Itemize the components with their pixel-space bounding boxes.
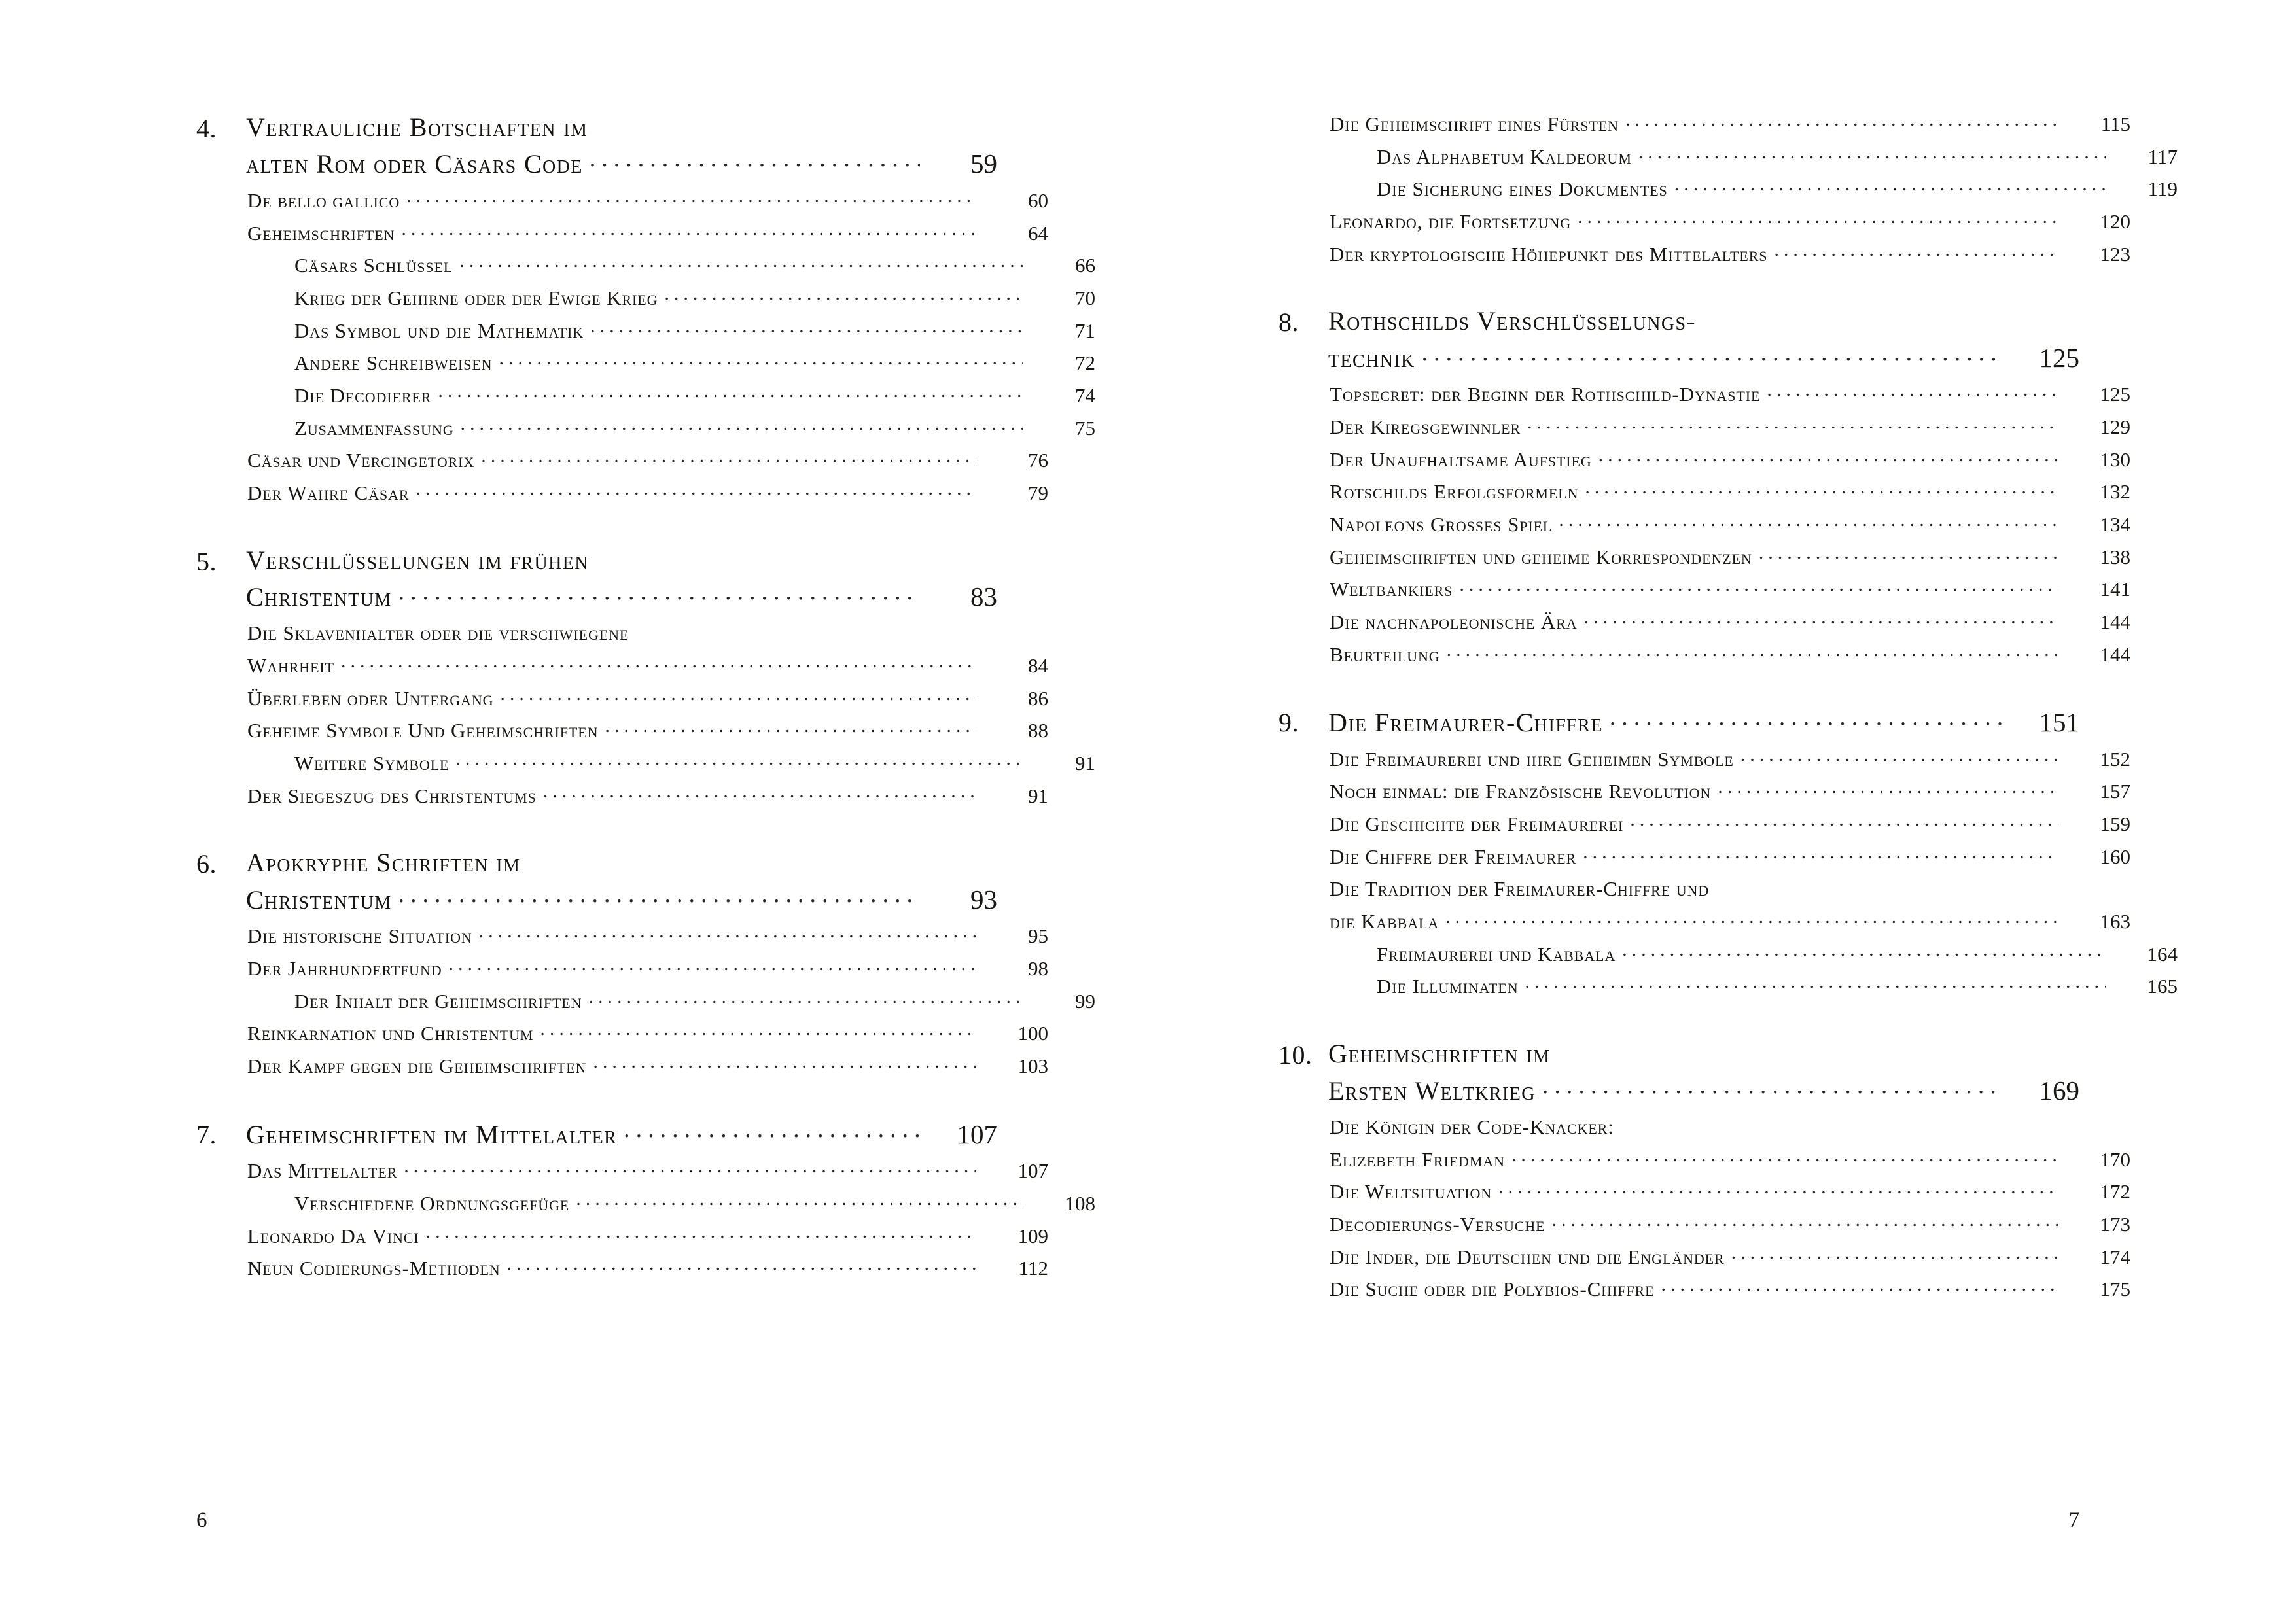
dot-leader (479, 932, 976, 943)
toc-chapter-number: 8. (1279, 307, 1299, 338)
toc-entry[interactable] (196, 1191, 1095, 1217)
dot-leader (1525, 983, 2106, 993)
toc-entry-label: Rotschilds Erfolgsformeln (1330, 480, 1579, 504)
toc-entry-page-number: 74 (1075, 383, 1095, 407)
toc-entry-page-number: 130 (2100, 447, 2130, 471)
toc-entry[interactable] (1279, 844, 2130, 870)
toc-entry-label: Freimaurerei und Kabbala (1377, 942, 1616, 966)
toc-chapter-number: 5. (196, 546, 217, 576)
toc-entry-label: Die Tradition der Freimaurer-Chiffre und (1330, 877, 1710, 901)
toc-chapter-title-line (246, 846, 997, 879)
toc-chapter-title-line (246, 882, 997, 916)
toc-chapter-page-number: 151 (2039, 707, 2079, 738)
toc-entry[interactable] (196, 318, 1095, 344)
toc-entry-page-number: 72 (1075, 351, 1095, 375)
toc-entry-label: Cäsar und Vercingetorix (247, 449, 475, 472)
dot-leader (1542, 1089, 2002, 1100)
dot-leader (1740, 756, 2058, 766)
toc-entry-label: Napoleons Grosses Spiel (1330, 512, 1553, 536)
toc-entry-label: Elizebeth Friedman (1330, 1147, 1505, 1171)
toc-chapter-title: Christentum (246, 582, 392, 612)
toc-entry[interactable] (196, 923, 1048, 949)
toc-chapter-page-number: 169 (2039, 1075, 2079, 1106)
toc-entry[interactable] (1279, 746, 2130, 773)
toc-entry-label: Der Kampf gegen die Geheimschriften (247, 1055, 587, 1078)
toc-chapter-page-number: 83 (970, 581, 997, 612)
toc-chapter-title-block (1328, 705, 2079, 739)
dot-leader (1625, 120, 2058, 131)
toc-entry-label: Die Sklavenhalter oder die verschwiegene (247, 621, 629, 645)
dot-leader (1527, 423, 2058, 434)
toc-entry-label: Weitere Symbole (294, 752, 450, 775)
toc-entry-label: Das Alphabetum Kaldeorum (1377, 145, 1632, 168)
toc-entry[interactable] (196, 253, 1095, 279)
toc-chapter-title-block (246, 1117, 997, 1151)
toc-entry-page-number: 99 (1075, 989, 1095, 1013)
toc-right-column (1279, 111, 2178, 1302)
toc-entry[interactable] (196, 783, 1048, 809)
toc-entry-page-number: 112 (1018, 1257, 1048, 1280)
toc-entry-label: Die Geschichte der Freimaurerei (1330, 812, 1624, 836)
toc-entry[interactable] (1279, 544, 2130, 570)
toc-entry[interactable] (1279, 1244, 2130, 1270)
toc-entry[interactable] (196, 383, 1095, 409)
toc-entry-label: Die Freimaurerei und ihre Geheimen Symbole (1330, 747, 1734, 771)
toc-chapter-title-line (1328, 305, 2079, 338)
toc-entry-page-number: 84 (1028, 654, 1048, 678)
toc-entry-page-number: 70 (1075, 286, 1095, 309)
toc-chapter-heading[interactable] (1279, 1038, 2079, 1108)
toc-chapter-title: Geheimschriften im Mittelalter (246, 1119, 618, 1149)
toc-entry-page-number: 120 (2100, 210, 2130, 234)
toc-chapter-page-number: 93 (970, 884, 997, 915)
toc-entry-page-number: 172 (2100, 1180, 2130, 1204)
dot-leader (588, 998, 1023, 1008)
toc-entry[interactable] (196, 988, 1095, 1015)
toc-chapter-heading[interactable] (196, 846, 997, 916)
toc-chapter-title: Geheimschriften im (1328, 1039, 1551, 1069)
toc-entry-page-number: 117 (2147, 145, 2178, 168)
toc-entry-page-number: 98 (1028, 957, 1048, 980)
toc-entry[interactable] (1279, 876, 2130, 902)
toc-chapter-title-block (246, 111, 997, 181)
toc-entry[interactable] (196, 350, 1095, 376)
toc-entry-label: Neun Codierungs-Methoden (247, 1257, 501, 1280)
toc-entry-page-number: 60 (1028, 188, 1048, 212)
dot-leader (605, 727, 976, 737)
toc-chapter (1279, 1038, 2130, 1302)
toc-entry[interactable] (1279, 209, 2130, 235)
toc-entry-label: Leonardo Da Vinci (247, 1224, 419, 1248)
toc-chapter-title: Verschlüsselungen im frühen (246, 545, 589, 575)
toc-entry[interactable] (1279, 941, 2178, 968)
toc-entry-label: Überleben oder Untergang (247, 686, 494, 710)
toc-entry-label: Geheime Symbole Und Geheimschriften (247, 719, 599, 742)
toc-entry-page-number: 132 (2100, 480, 2130, 504)
dot-leader (540, 1030, 976, 1040)
toc-entry[interactable] (1279, 609, 2130, 635)
toc-entry-page-number: 174 (2100, 1245, 2130, 1268)
dot-leader (1459, 585, 2058, 596)
toc-entry[interactable] (1279, 414, 2130, 440)
dot-leader (1585, 488, 2058, 498)
toc-chapter (196, 111, 1095, 506)
dot-leader (1718, 788, 2058, 798)
dot-leader (459, 262, 1023, 272)
dot-leader (1551, 1221, 2058, 1231)
toc-entry-page-number: 64 (1028, 221, 1048, 245)
toc-entry[interactable] (196, 750, 1095, 777)
toc-entry-page-number: 125 (2100, 383, 2130, 406)
dot-leader (593, 1062, 976, 1073)
toc-entry[interactable] (1279, 909, 2130, 935)
right-page (1148, 0, 2295, 1623)
toc-entry[interactable] (196, 447, 1048, 474)
dot-leader (1584, 618, 2058, 629)
dot-leader (499, 359, 1023, 370)
dot-leader (398, 898, 920, 909)
folio-right: 7 (2068, 1509, 2079, 1532)
toc-entry-label: Die Suche oder die Polybios-Chiffre (1330, 1278, 1655, 1301)
toc-entry[interactable] (196, 1053, 1048, 1079)
toc-chapter-heading[interactable] (1279, 705, 2079, 739)
toc-entry-page-number: 107 (1017, 1159, 1048, 1183)
toc-entry-page-number: 76 (1028, 449, 1048, 472)
toc-chapter-heading[interactable] (196, 1117, 997, 1151)
toc-entry-page-number: 123 (2100, 242, 2130, 266)
dot-leader (1630, 820, 2058, 831)
dot-leader (398, 595, 920, 606)
toc-chapter-title: Rothschilds Verschlüsselungs- (1328, 306, 1697, 336)
toc-entry-label: die Kabbala (1330, 910, 1439, 934)
toc-entry-label: Noch einmal: die Französische Revolution (1330, 780, 1712, 803)
toc-chapter-title-line (1328, 341, 2079, 375)
toc-entry-page-number: 109 (1017, 1224, 1048, 1248)
toc-entry-label: Das Mittelalter (247, 1159, 398, 1183)
toc-chapter-title-line (246, 111, 997, 144)
toc-chapter-title: Apokryphe Schriften im (246, 848, 521, 878)
toc-entry-label: Das Symbol und die Mathematik (294, 319, 584, 342)
toc-entry-label: Krieg der Gehirne oder der Ewige Krieg (294, 286, 658, 309)
toc-entry[interactable] (196, 956, 1048, 982)
dot-leader (1583, 853, 2058, 864)
toc-entry[interactable] (196, 1255, 1048, 1282)
toc-entry[interactable] (196, 653, 1048, 679)
dot-leader (1610, 721, 2002, 731)
dot-leader (1774, 251, 2058, 261)
toc-entry-page-number: 157 (2100, 780, 2130, 803)
toc-chapter-number: 10. (1279, 1040, 1313, 1070)
toc-continued-entries (1279, 111, 2178, 267)
toc-entry-page-number: 175 (2100, 1278, 2130, 1301)
toc-chapter-number: 9. (1279, 708, 1299, 738)
toc-entry[interactable] (196, 1021, 1048, 1047)
toc-chapter-number: 7. (196, 1119, 217, 1149)
dot-leader (1674, 185, 2106, 196)
toc-entry-page-number: 119 (2147, 177, 2178, 201)
toc-entry-page-number: 163 (2100, 910, 2130, 934)
toc-chapter-page-number: 125 (2039, 342, 2079, 373)
toc-entry-label: Andere Schreibweisen (294, 351, 493, 375)
toc-chapter-title-line (1328, 1038, 2079, 1070)
toc-entry[interactable] (1279, 576, 2130, 602)
toc-entry[interactable] (1279, 1179, 2130, 1205)
dot-leader (1498, 1188, 2058, 1198)
toc-entry[interactable] (196, 1158, 1048, 1184)
toc-entry-label: Der kryptologische Höhepunkt des Mittelalters (1330, 242, 1768, 266)
toc-entry-page-number: 138 (2100, 545, 2130, 568)
toc-entry-label: Die Sicherung eines Dokumentes (1377, 177, 1668, 201)
toc-chapter (196, 1117, 1095, 1282)
toc-chapter (1279, 305, 2130, 667)
toc-entry-label: Beurteilung (1330, 642, 1440, 666)
toc-entry[interactable] (1279, 1212, 2130, 1238)
toc-entry[interactable] (1279, 642, 2130, 668)
toc-entry-page-number: 160 (2100, 845, 2130, 868)
toc-entry-label: Wahrheit (247, 654, 334, 678)
toc-entry-label: Der Jahrhundertfund (247, 957, 442, 980)
toc-entry-page-number: 152 (2100, 747, 2130, 771)
toc-entry-label: Die Weltsituation (1330, 1180, 1492, 1204)
dot-leader (1511, 1156, 2058, 1166)
toc-entry[interactable] (196, 285, 1095, 311)
toc-entry[interactable] (1279, 778, 2130, 805)
toc-entry-label: Weltbankiers (1330, 578, 1453, 601)
toc-entry[interactable] (196, 1223, 1048, 1249)
toc-chapter-title: Die Freimaurer-Chiffre (1328, 708, 1603, 738)
dot-leader (401, 230, 976, 240)
toc-entry-page-number: 103 (1017, 1055, 1048, 1078)
dot-leader (507, 1265, 977, 1275)
dot-leader (1622, 951, 2106, 961)
toc-entry-page-number: 71 (1075, 319, 1095, 342)
toc-entry-label: De bello gallico (247, 188, 400, 212)
toc-chapter-number: 4. (196, 114, 217, 143)
toc-entry-label: Die Königin der Code-Knacker: (1330, 1115, 1614, 1138)
toc-entry-page-number: 165 (2147, 975, 2178, 998)
toc-entry[interactable] (1279, 479, 2130, 505)
dot-leader (664, 294, 1023, 305)
toc-entry-page-number: 159 (2100, 812, 2130, 836)
toc-entry-label: Der Kiregsgewinnler (1330, 415, 1521, 438)
toc-chapter-title-line (246, 147, 997, 181)
toc-entry-page-number: 108 (1065, 1191, 1095, 1215)
toc-entry[interactable] (1279, 111, 2130, 137)
toc-entry[interactable] (196, 220, 1048, 247)
dot-leader (590, 327, 1023, 338)
toc-entry-label: Topsecret: der Beginn der Rothschild-Dynastie (1330, 383, 1761, 406)
toc-chapter (196, 544, 1095, 809)
toc-entry-page-number: 134 (2100, 512, 2130, 536)
toc-chapter-title: Vertrauliche Botschaften im (246, 113, 588, 142)
toc-chapter-title-line (1328, 705, 2079, 739)
toc-entry[interactable] (1279, 176, 2178, 202)
toc-entry-page-number: 91 (1028, 784, 1048, 807)
dot-leader (1638, 153, 2106, 164)
toc-entry[interactable] (196, 188, 1048, 214)
toc-chapter-heading[interactable] (196, 111, 997, 181)
toc-entry[interactable] (1279, 973, 2178, 1000)
folio-left: 6 (196, 1509, 207, 1532)
toc-entry-page-number: 95 (1028, 924, 1048, 948)
toc-chapter-title-block (246, 846, 997, 916)
dot-leader (449, 965, 976, 975)
toc-chapter-heading[interactable] (196, 544, 997, 614)
dot-leader (415, 489, 976, 500)
toc-entry[interactable] (196, 480, 1048, 506)
dot-leader (590, 162, 920, 173)
toc-chapter (196, 846, 1095, 1079)
toc-chapter-page-number: 107 (957, 1119, 997, 1149)
dot-leader (1447, 651, 2058, 661)
toc-entry-page-number: 115 (2100, 113, 2130, 135)
toc-entry-label: Cäsars Schlüssel (294, 254, 453, 277)
toc-entry[interactable] (1279, 381, 2130, 408)
toc-chapter-title: alten Rom oder Cäsars Code (246, 149, 583, 179)
toc-entry[interactable] (196, 620, 1048, 646)
toc-chapter-title: Ersten Weltkrieg (1328, 1075, 1536, 1106)
toc-entry-page-number: 170 (2100, 1147, 2130, 1171)
toc-entry[interactable] (1279, 811, 2130, 837)
toc-entry-label: Zusammenfassung (294, 416, 454, 440)
dot-leader (1559, 521, 2058, 531)
dot-leader (1445, 918, 2058, 928)
toc-left-column (196, 111, 1095, 1282)
toc-entry[interactable] (1279, 1276, 2130, 1302)
toc-entry[interactable] (1279, 1147, 2130, 1173)
toc-chapter-title: Christentum (246, 884, 392, 915)
toc-entry-label: Die historische Situation (247, 924, 472, 948)
dot-leader (1767, 391, 2058, 401)
toc-chapter-title-line (246, 544, 997, 577)
toc-entry-label: Die Inder, die Deutschen und die Engländer (1330, 1245, 1725, 1268)
toc-entry-label: Der Siegeszug des Christentums (247, 784, 537, 807)
toc-entry-label: Decodierungs-Versuche (1330, 1212, 1545, 1236)
toc-entry-page-number: 91 (1075, 752, 1095, 775)
dot-leader (1578, 218, 2058, 228)
dot-leader (1731, 1253, 2058, 1264)
toc-entry[interactable] (1279, 241, 2130, 268)
dot-leader (461, 425, 1023, 435)
dot-leader (1422, 357, 2002, 367)
toc-entry-label: Die Chiffre der Freimaurer (1330, 845, 1577, 868)
toc-entry-label: Die Geheimschrift eines Fürsten (1330, 113, 1619, 135)
toc-entry-label: Der Wahre Cäsar (247, 481, 410, 504)
toc-entry[interactable] (196, 718, 1048, 744)
toc-chapter-title-block (1328, 1038, 2079, 1108)
dot-leader (404, 1167, 976, 1178)
toc-chapter-title-line (246, 1117, 997, 1151)
dot-leader (438, 392, 1023, 402)
dot-leader (576, 1200, 1023, 1210)
toc-entry[interactable] (196, 686, 1048, 712)
dot-leader (455, 759, 1023, 770)
dot-leader (500, 695, 976, 705)
toc-entry-label: Die nachnapoleonische Ära (1330, 610, 1578, 633)
toc-chapter-title: technik (1328, 343, 1415, 373)
dot-leader (1759, 553, 2058, 564)
toc-entry-label: Der Inhalt der Geheimschriften (294, 989, 582, 1013)
toc-entry[interactable] (1279, 1114, 2130, 1140)
toc-entry-label: Die Decodierer (294, 383, 432, 407)
toc-chapter (1279, 705, 2178, 1000)
toc-entry[interactable] (1279, 447, 2130, 473)
toc-chapter-page-number: 59 (970, 148, 997, 179)
toc-chapter-number: 6. (196, 849, 217, 879)
dot-leader (406, 197, 976, 207)
toc-chapter-heading[interactable] (1279, 305, 2079, 375)
toc-entry-label: Verschiedene Ordnungsgefüge (294, 1191, 570, 1215)
toc-entry-label: Der Unaufhaltsame Aufstieg (1330, 447, 1592, 471)
toc-entry-page-number: 66 (1075, 254, 1095, 277)
toc-chapter-title-block (246, 544, 997, 614)
toc-chapter-title-line (246, 580, 997, 614)
toc-chapter-title-line (1328, 1073, 2079, 1108)
toc-entry-page-number: 88 (1028, 719, 1048, 742)
dot-leader (1598, 456, 2058, 466)
toc-entry-page-number: 79 (1028, 481, 1048, 504)
toc-entry-page-number: 129 (2100, 415, 2130, 438)
toc-entry-label: Geheimschriften und geheime Korrespondenzen (1330, 545, 1752, 568)
toc-entry-page-number: 86 (1028, 686, 1048, 710)
toc-entry-page-number: 144 (2100, 610, 2130, 633)
toc-chapter-title-block (1328, 305, 2079, 375)
toc-entry-page-number: 144 (2100, 642, 2130, 666)
dot-leader (624, 1133, 920, 1143)
toc-entry[interactable] (196, 415, 1095, 442)
dot-leader (481, 457, 976, 467)
toc-entry-page-number: 75 (1075, 416, 1095, 440)
dot-leader (341, 662, 976, 672)
toc-entry-page-number: 173 (2100, 1212, 2130, 1236)
dot-leader (543, 792, 976, 803)
toc-entry-page-number: 164 (2147, 942, 2178, 966)
toc-entry-label: Geheimschriften (247, 221, 395, 245)
toc-entry-page-number: 141 (2100, 578, 2130, 601)
dot-leader (1661, 1285, 2059, 1296)
toc-entry-label: Reinkarnation und Christentum (247, 1022, 534, 1045)
dot-leader (426, 1232, 976, 1243)
toc-entry-label: Leonardo, die Fortsetzung (1330, 210, 1572, 234)
toc-entry[interactable] (1279, 144, 2178, 170)
toc-entry[interactable] (1279, 512, 2130, 538)
toc-entry-page-number: 100 (1017, 1022, 1048, 1045)
toc-entry-label: Die Illuminaten (1377, 975, 1519, 998)
